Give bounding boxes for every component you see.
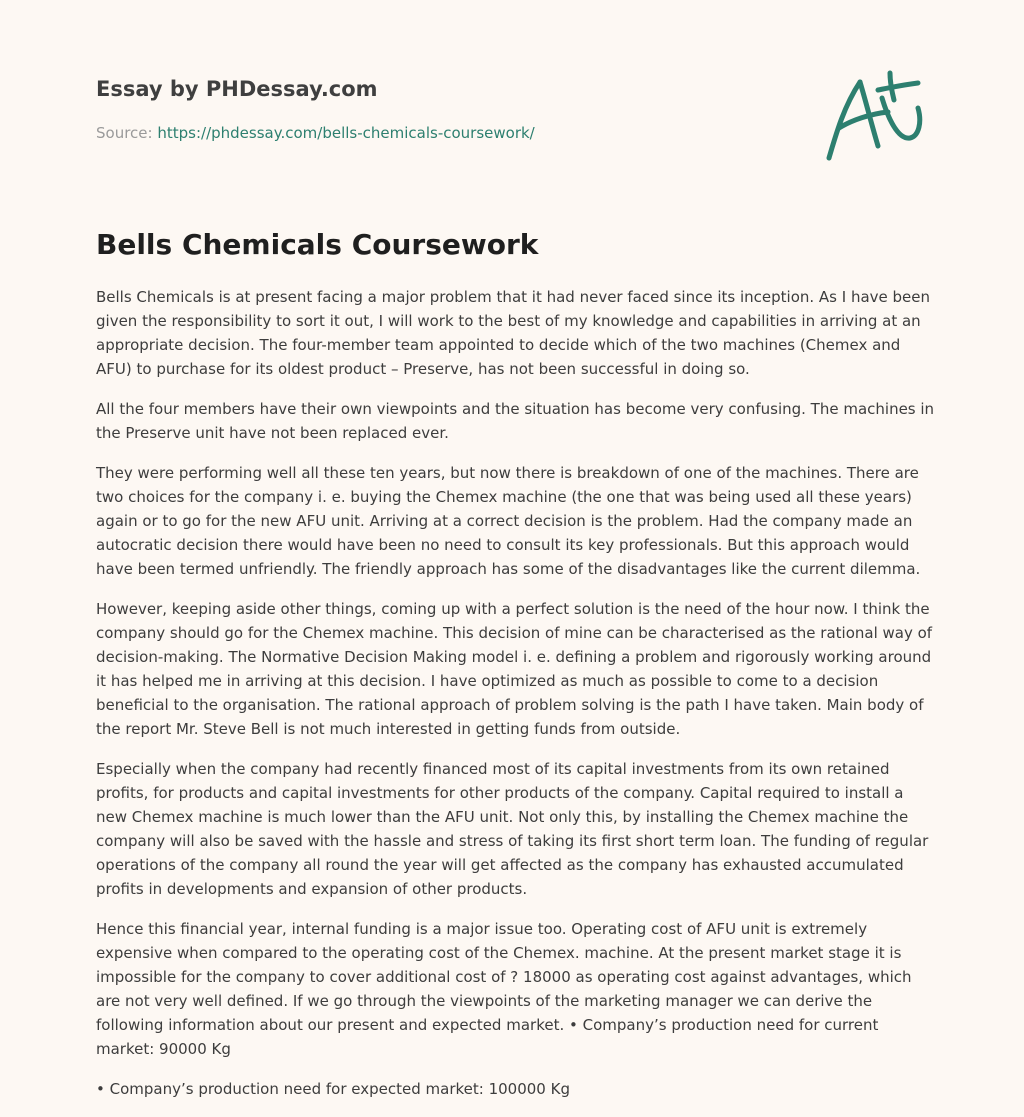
- a-plus-logo: [822, 68, 930, 166]
- site-title: Essay by PHDessay.com: [96, 77, 378, 101]
- paragraph: Bells Chemicals is at present facing a major problem that it had never faced since its inception. As I have been given the responsibility to sort it out, I will work to the best of my knowledge and capabilities in arriving at an appropriate decision. The four-member team appointed to decide which of the two machines (Chemex and AFU) to purchase for its oldest product – Preserve, has not been successful in doing so.: [96, 288, 931, 378]
- source-link[interactable]: https://phdessay.com/bells-chemicals-coursework/: [157, 124, 535, 142]
- source-label: Source:: [96, 124, 153, 142]
- paragraph: Especially when the company had recently financed most of its capital investments from its own retained profits, for products and capital investments for other products of the company. Capital required to install a new Chemex machine is much lower than the AFU unit. Not only this, by installing the Chemex machine the company will also be saved with the hassle and stress of taking its first short term loan. The funding of regular operations of the company all round the year will get affected as the company has exhausted accumulated profits in developments and expansion of other products.: [96, 760, 929, 898]
- site-header: [96, 74, 928, 104]
- article-body: [96, 285, 936, 1117]
- paragraph: Hence this financial year, internal funding is a major issue too. Operating cost of AFU unit is extremely expensive when compared to the operating cost of the Chemex. machine. At the present market stage it is impossible for the company to cover additional cost of ? 18000 as operating cost against advantages, which are not very well defined. If we go through the viewpoints of the marketing manager we can derive the following information about our present and expected market. • Company’s production need for current market: 90000 Kg: [96, 920, 912, 1058]
- paragraph: They were performing well all these ten years, but now there is breakdown of one of the machines. There are two choices for the company i. e. buying the Chemex machine (the one that was being used all these years) again or to go for the new AFU unit. Arriving at a correct decision is the problem. Had the company made an autocratic decision there would have been no need to consult its key professionals. But this approach would have been termed unfriendly. The friendly approach has some of the disadvantages like the current dilemma.: [96, 464, 921, 578]
- a-plus-logo-icon: [822, 68, 930, 166]
- paragraph: • Company’s production need for expected market: 100000 Kg: [96, 1080, 570, 1098]
- article-title: Bells Chemicals Coursework: [96, 228, 539, 261]
- source-line: [96, 123, 535, 143]
- paragraph: All the four members have their own viewpoints and the situation has become very confusing. The machines in the Preserve unit have not been replaced ever.: [96, 400, 935, 442]
- paragraph: However, keeping aside other things, coming up with a perfect solution is the need of the hour now. I think the company should go for the Chemex machine. This decision of mine can be characterised as the rational way of decision-making. The Normative Decision Making model i. e. defining a problem and rigorously working around it has helped me in arriving at this decision. I have optimized as much as possible to come to a decision beneficial to the organisation. The rational approach of problem solving is the path I have taken. Main body of the report Mr. Steve Bell is not much interested in getting funds from outside.: [96, 600, 933, 738]
